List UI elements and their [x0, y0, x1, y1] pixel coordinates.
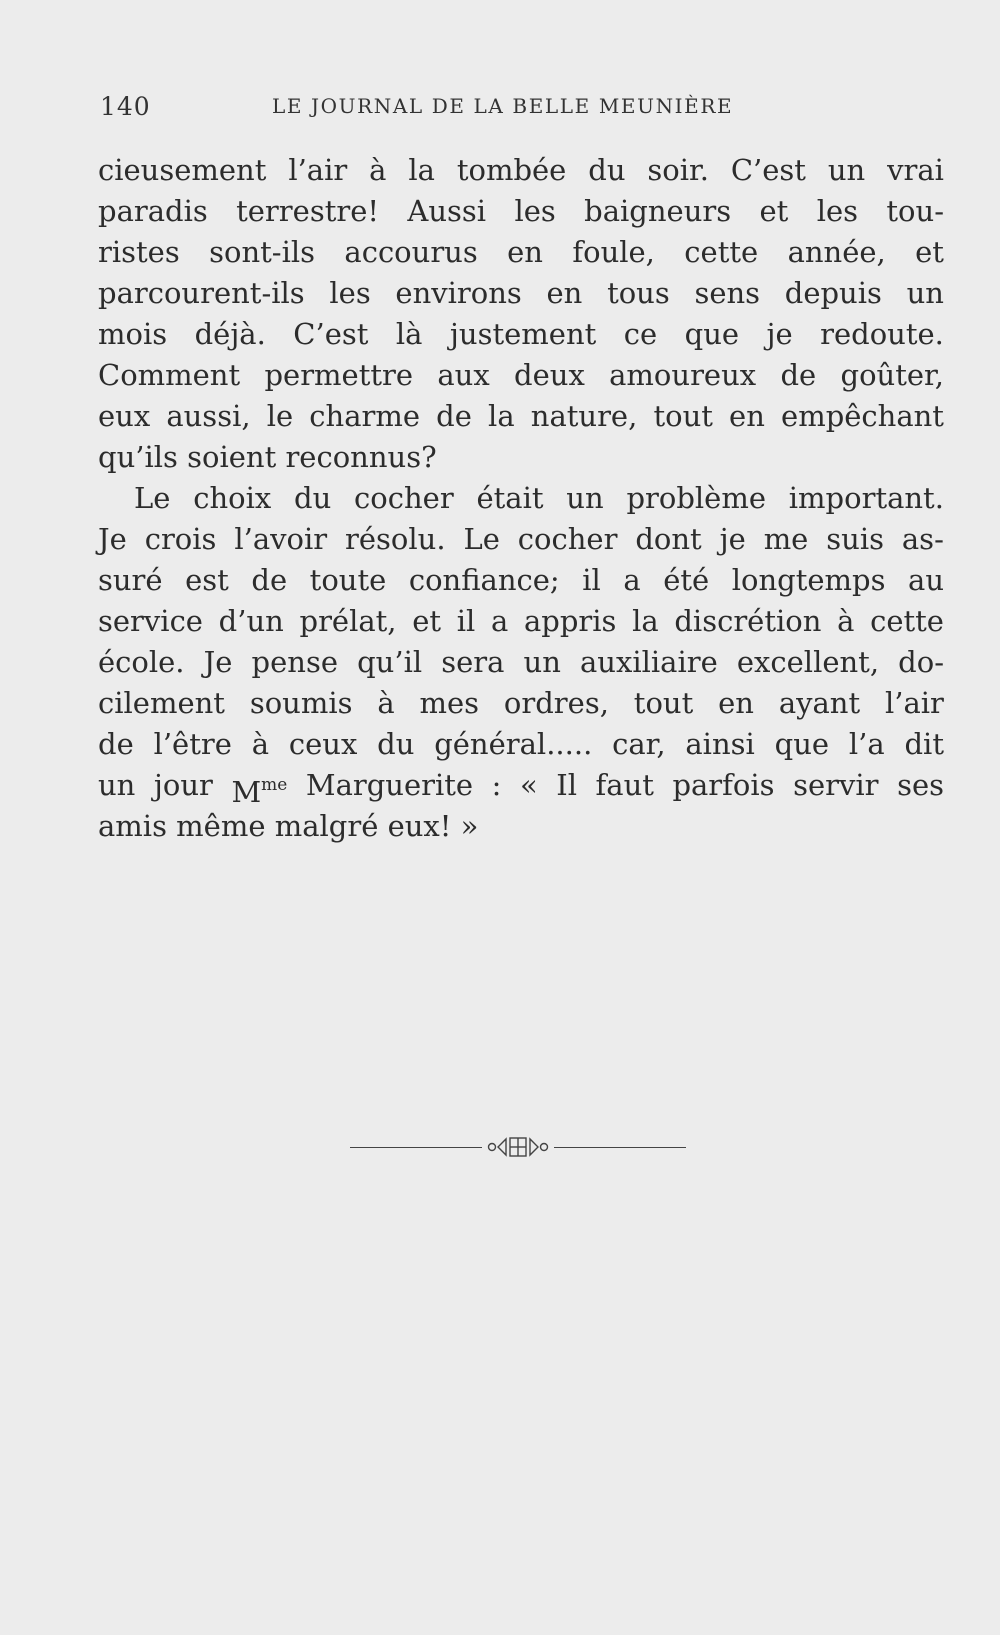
word: Marguerite [305, 768, 474, 802]
word: à [837, 604, 855, 638]
word: parfois [672, 768, 775, 802]
word: de [98, 727, 134, 761]
word: à [377, 686, 395, 720]
ornament-rule-right [554, 1147, 686, 1148]
word: suré [98, 563, 163, 597]
word: et [759, 194, 789, 228]
word: C’est [293, 317, 369, 351]
word: C’est [730, 153, 806, 187]
word: confiance; [408, 563, 560, 597]
end-ornament [350, 1132, 686, 1162]
word: un [98, 768, 136, 802]
word: école. [98, 645, 185, 679]
word: environs [395, 276, 522, 310]
word: au [908, 563, 944, 597]
word: vrai [887, 153, 944, 187]
word: les [329, 276, 371, 310]
word: ce [623, 317, 658, 351]
word: que [774, 727, 830, 761]
word: était [476, 481, 544, 515]
word: a [490, 604, 509, 638]
word: permettre [264, 358, 414, 392]
word: résolu. [345, 522, 446, 556]
word: prélat, [299, 604, 397, 638]
word: l’a [848, 727, 885, 761]
word: ceux [288, 727, 358, 761]
word: ayant [778, 686, 861, 720]
word: redoute. [820, 317, 944, 351]
ornament-rule-left [350, 1147, 482, 1148]
word: la [632, 604, 659, 638]
word: suis [826, 522, 884, 556]
word: ainsi [685, 727, 755, 761]
running-header [100, 92, 768, 128]
word: service [98, 604, 203, 638]
word: été [663, 563, 710, 597]
word: et [412, 604, 442, 638]
word: sont-ils [209, 235, 316, 269]
word: : [491, 768, 502, 802]
word: cocher [354, 481, 454, 515]
word: tou- [886, 194, 944, 228]
word: foule, [572, 235, 655, 269]
word: du [294, 481, 332, 515]
text-line [98, 560, 944, 601]
word: l’air [288, 153, 348, 187]
word: qu’ils soient reconnus? [98, 440, 437, 474]
word: as- [901, 522, 944, 556]
word: justement [449, 317, 597, 351]
word: à [369, 153, 387, 187]
word: cette [684, 235, 759, 269]
word: année, [787, 235, 886, 269]
word: aux [437, 358, 490, 392]
word: problème [626, 481, 766, 515]
word: le [266, 399, 294, 433]
text-line [98, 437, 944, 478]
word: goûter, [840, 358, 944, 392]
word: là [395, 317, 423, 351]
word: tombée [456, 153, 567, 187]
word: excellent, [736, 645, 880, 679]
word: parcourent-ils [98, 276, 305, 310]
word: sens [694, 276, 761, 310]
word: Le [134, 481, 171, 515]
word: il [582, 563, 601, 597]
word: terrestre! [236, 194, 380, 228]
word: la [408, 153, 435, 187]
word: ses [897, 768, 944, 802]
word: un [827, 153, 866, 187]
word: ordres, [503, 686, 609, 720]
word: en [718, 686, 754, 720]
text-line [98, 642, 944, 683]
word: cette [870, 604, 944, 638]
word: en [546, 276, 583, 310]
word: qu’il [357, 645, 423, 679]
text-line [98, 232, 944, 273]
word: mois [98, 317, 168, 351]
word: la [488, 399, 515, 433]
word: do- [898, 645, 944, 679]
word: en [507, 235, 543, 269]
text-line [98, 355, 944, 396]
word: soir. [647, 153, 709, 187]
word: choix [193, 481, 272, 515]
word: pense [251, 645, 338, 679]
word: « [519, 768, 538, 802]
word: empêchant [781, 399, 944, 433]
word: auxiliaire [580, 645, 718, 679]
word: Je [98, 522, 127, 556]
word: de [436, 399, 472, 433]
word: dont [635, 522, 702, 556]
word: important. [788, 481, 944, 515]
word: en [729, 399, 765, 433]
word: nature, [530, 399, 638, 433]
word: d’un [218, 604, 284, 638]
word: ristes [98, 235, 180, 269]
text-line [98, 191, 944, 232]
fleuron-icon [486, 1134, 550, 1160]
word: appris [523, 604, 617, 638]
text-line [98, 765, 944, 809]
running-title: LE JOURNAL DE LA BELLE MEUNIÈRE [272, 94, 734, 118]
word: deux [514, 358, 585, 392]
word: charme [309, 399, 421, 433]
word: Le [463, 522, 500, 556]
word: un [566, 481, 604, 515]
word: cocher [517, 522, 618, 556]
word: cieusement [98, 153, 267, 187]
word: tous [607, 276, 670, 310]
word: cilement [98, 686, 225, 720]
word: amoureux [609, 358, 757, 392]
text-line [98, 683, 944, 724]
word: il [456, 604, 476, 638]
word: faut [595, 768, 654, 802]
text-line [98, 150, 944, 191]
word: a [623, 563, 641, 597]
word: l’avoir [234, 522, 328, 556]
word: un [906, 276, 944, 310]
word: général..... [434, 727, 593, 761]
word: crois [144, 522, 217, 556]
word: du [377, 727, 415, 761]
body-text [98, 150, 944, 847]
word: Il [556, 768, 577, 802]
word: Je [203, 645, 233, 679]
text-line [98, 396, 944, 437]
word: car, [612, 727, 666, 761]
word: me [763, 522, 809, 556]
word: de [251, 563, 288, 597]
word: à [251, 727, 270, 761]
word: je [766, 317, 793, 351]
text-line [98, 806, 944, 847]
word: mes [419, 686, 480, 720]
word: tout [633, 686, 694, 720]
word: l’être [153, 727, 232, 761]
word: et [915, 235, 944, 269]
page-number: 140 [100, 92, 151, 121]
word: jour [153, 768, 213, 802]
word: que [684, 317, 740, 351]
text-line [98, 724, 944, 765]
word: longtemps [731, 563, 886, 597]
word: depuis [784, 276, 882, 310]
word: Comment [98, 358, 241, 392]
text-line [98, 519, 944, 560]
word: aussi, [166, 399, 251, 433]
word: servir [793, 768, 879, 802]
word: soumis [249, 686, 353, 720]
word: tout [653, 399, 713, 433]
text-line [98, 601, 944, 642]
word: toute [309, 563, 387, 597]
word: M [231, 775, 262, 809]
word: accourus [344, 235, 478, 269]
word: sera [441, 645, 505, 679]
word: je [719, 522, 746, 556]
word: paradis [98, 194, 208, 228]
word: déjà. [194, 317, 266, 351]
superscript: me [261, 775, 288, 795]
word: discrétion [674, 604, 822, 638]
word: dit [904, 727, 944, 761]
word: les [816, 194, 859, 228]
word: les [514, 194, 556, 228]
word: de [780, 358, 817, 392]
word: amis même malgré eux! » [98, 809, 479, 843]
word: est [185, 563, 229, 597]
word-madame [231, 765, 288, 809]
text-line [98, 273, 944, 314]
word: baigneurs [584, 194, 732, 228]
word: un [523, 645, 561, 679]
word: Aussi [407, 194, 487, 228]
word: l’air [884, 686, 944, 720]
word: eux [98, 399, 151, 433]
text-line [98, 478, 944, 519]
text-line [98, 314, 944, 355]
word: du [588, 153, 626, 187]
